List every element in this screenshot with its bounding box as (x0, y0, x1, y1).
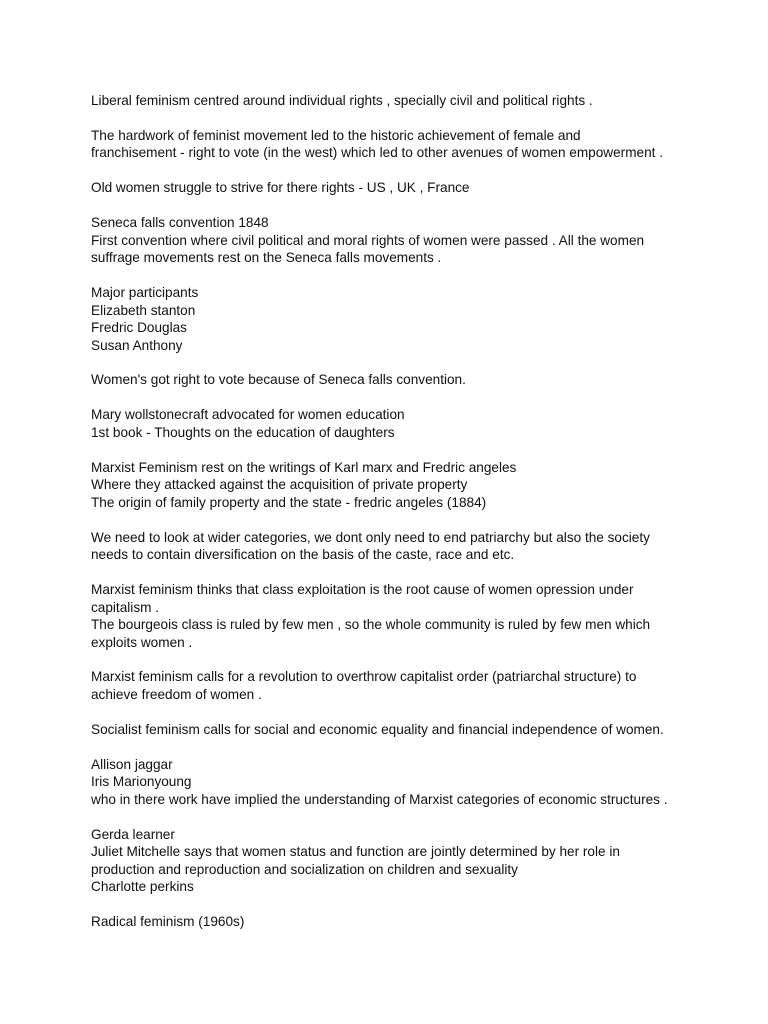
paragraph (91, 668, 691, 703)
text-line: exploits women . (91, 634, 193, 650)
paragraph (91, 459, 691, 512)
text-line: Juliet Mitchelle says that women status and function are jointly determined by her role in (91, 844, 620, 860)
paragraph (91, 721, 691, 739)
paragraph (91, 214, 691, 267)
text-line: Iris Marionyoung (91, 774, 192, 790)
text-line: 1st book - Thoughts on the education of daughters (91, 424, 395, 440)
document-body (91, 92, 691, 948)
text-line: Elizabeth stanton (91, 302, 196, 318)
text-line: achieve freedom of women . (91, 686, 262, 702)
paragraph (91, 913, 691, 931)
text-line: Radical feminism (1960s) (91, 913, 245, 929)
text-line: franchisement - right to vote (in the west) which led to other avenues of women empowerment . (91, 145, 663, 161)
text-line: The bourgeois class is ruled by few men , so the whole community is ruled by few men which (91, 617, 651, 633)
text-line: production and reproduction and socialization on children and sexuality (91, 861, 518, 877)
text-line: The hardwork of feminist movement led to the historic achievement of female and (91, 127, 581, 143)
text-line: We need to look at wider categories, we dont only need to end patriarchy but also the society (91, 529, 650, 545)
paragraph (91, 826, 691, 896)
paragraph (91, 756, 691, 809)
text-line: First convention where civil political and moral rights of women were passed . All the women (91, 232, 645, 248)
text-line: Where they attacked against the acquisition of private property (91, 477, 468, 493)
text-line: Charlotte perkins (91, 879, 194, 895)
text-line: Socialist feminism calls for social and economic equality and financial independence of women. (91, 721, 664, 737)
paragraph (91, 581, 691, 651)
text-line: Allison jaggar (91, 756, 173, 772)
paragraph (91, 284, 691, 354)
text-line: Old women struggle to strive for there rights - US , UK , France (91, 180, 470, 196)
paragraph (91, 179, 691, 197)
text-line: suffrage movements rest on the Seneca falls movements . (91, 250, 442, 266)
text-line: who in there work have implied the understanding of Marxist categories of economic structures . (91, 791, 668, 807)
text-line: Marxist Feminism rest on the writings of Karl marx and Fredric angeles (91, 459, 517, 475)
text-line: The origin of family property and the state - fredric angeles (1884) (91, 494, 487, 510)
text-line: Gerda learner (91, 826, 175, 842)
text-line: Fredric Douglas (91, 320, 187, 336)
paragraph (91, 371, 691, 389)
paragraph (91, 529, 691, 564)
text-line: Major participants (91, 285, 199, 301)
paragraph (91, 127, 691, 162)
paragraph (91, 406, 691, 441)
text-line: Marxist feminism thinks that class exploitation is the root cause of women opression under (91, 582, 634, 598)
text-line: needs to contain diversification on the basis of the caste, race and etc. (91, 547, 515, 563)
text-line: Liberal feminism centred around individual rights , specially civil and political rights . (91, 93, 593, 108)
text-line: Seneca falls convention 1848 (91, 215, 269, 231)
text-line: Marxist feminism calls for a revolution to overthrow capitalist order (patriarchal structure) to (91, 669, 637, 685)
paragraph (91, 92, 691, 110)
text-line: Susan Anthony (91, 337, 183, 353)
text-line: capitalism . (91, 599, 159, 615)
text-line: Mary wollstonecraft advocated for women education (91, 407, 405, 423)
text-line: Women's got right to vote because of Seneca falls convention. (91, 372, 466, 388)
